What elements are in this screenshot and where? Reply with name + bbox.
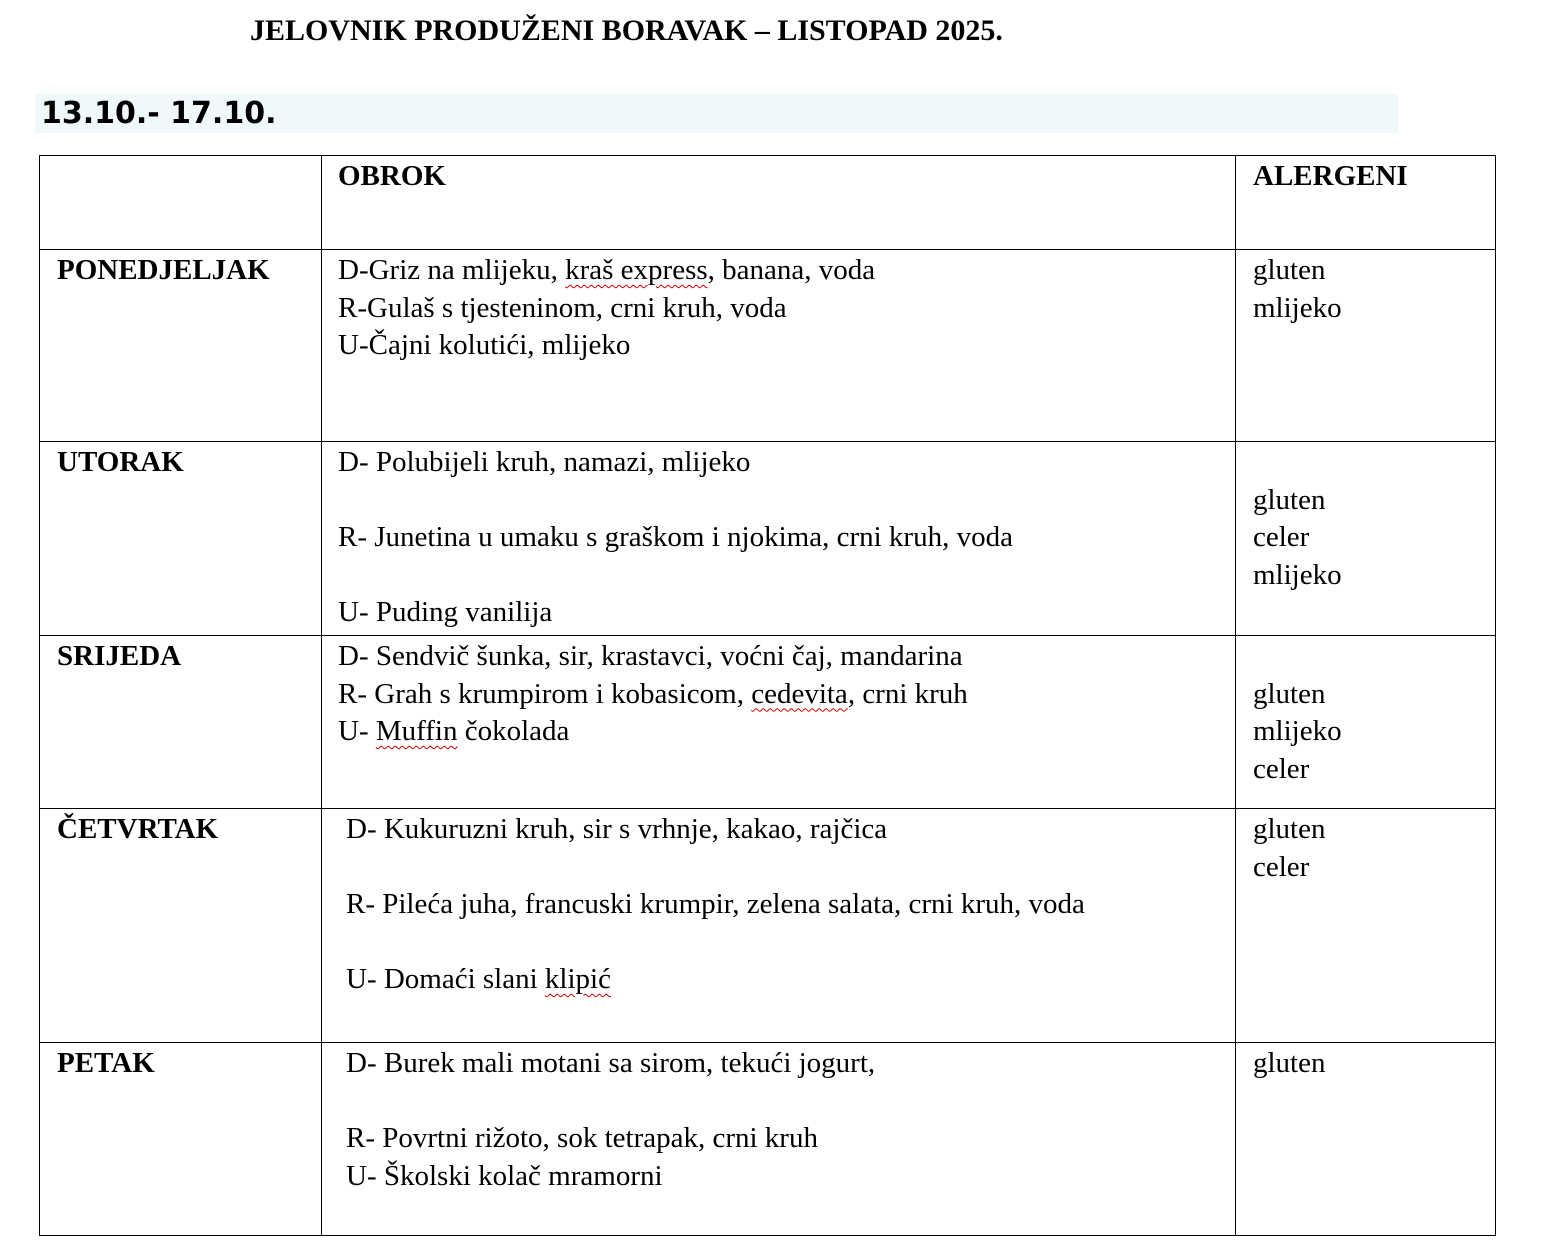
week-range-band [35,94,1398,133]
allergens-wednesday [1236,636,1496,809]
spellcheck-word: cedevita [751,677,848,710]
meal-breakfast: D- Sendvič šunka, sir, krastavci, voćni čaj, mandarina [338,640,963,672]
allergen-item: celer [1253,752,1310,785]
day-friday: PETAK [40,1043,322,1236]
header-day [40,156,322,250]
table-row [40,809,1496,1043]
day-tuesday: UTORAK [40,442,322,636]
meal-cell-tuesday [322,442,1236,636]
header-meal: OBROK [322,156,1236,250]
meal-breakfast: D- Burek mali motani sa sirom, tekući jogurt, [346,1047,876,1079]
allergen-item: gluten [1253,483,1326,516]
spellcheck-word: klipić [544,963,611,995]
table-row [40,442,1496,636]
meal-lunch: R- Grah s krumpirom i kobasicom, cedevita, crni kruh [338,677,968,710]
table-row [40,250,1496,442]
allergen-item: mlijeko [1253,291,1342,324]
allergen-item: gluten [1253,1047,1326,1079]
table-row [40,636,1496,809]
allergen-item: mlijeko [1253,558,1342,591]
spellcheck-word: Muffin [375,715,458,747]
day-thursday: ČETVRTAK [40,809,322,1043]
spellcheck-word: kraš express [565,254,708,286]
meal-lunch: R- Povrtni rižoto, sok tetrapak, crni kruh [346,1122,818,1154]
header-allergens: ALERGENI [1236,156,1496,250]
meal-snack: U- Puding vanilija [338,596,553,628]
meal-cell-monday [322,250,1236,442]
allergens-monday [1236,250,1496,442]
meal-snack: U- Muffin čokolada [338,715,570,747]
table-row [40,1043,1496,1236]
meal-breakfast: D- Polubijeli kruh, namazi, mlijeko [338,446,751,478]
table-header-row [40,156,1496,250]
day-wednesday: SRIJEDA [40,636,322,809]
meal-lunch: R- Pileća juha, francuski krumpir, zelena salata, crni kruh, voda [346,888,1085,920]
week-range: 13.10.- 17.10. [41,96,277,131]
allergen-item: gluten [1253,677,1326,710]
allergen-item: celer [1253,850,1310,883]
allergen-item: celer [1253,521,1310,553]
allergen-item: gluten [1253,813,1326,845]
day-monday: PONEDJELJAK [40,250,322,442]
document-title: JELOVNIK PRODUŽENI BORAVAK – LISTOPAD 2025. [250,14,1003,47]
meal-snack: U- Domaći slani klipić [346,963,611,995]
allergen-item: gluten [1253,254,1326,286]
meal-cell-friday [322,1043,1236,1236]
meal-snack: U- Školski kolač mramorni [346,1159,663,1192]
meal-lunch: R- Junetina u umaku s graškom i njokima, crni kruh, voda [338,521,1013,553]
meal-snack: U-Čajni kolutići, mlijeko [338,329,631,361]
meal-cell-thursday [322,809,1236,1043]
meal-lunch: R-Gulaš s tjesteninom, crni kruh, voda [338,291,787,324]
allergen-item: mlijeko [1253,715,1342,747]
meal-breakfast: D-Griz na mlijeku, kraš express, banana, voda [338,254,876,286]
meal-breakfast: D- Kukuruzni kruh, sir s vrhnje, kakao, rajčica [346,813,888,845]
allergens-tuesday [1236,442,1496,636]
meal-cell-wednesday [322,636,1236,809]
menu-table [39,155,1496,1236]
allergens-friday [1236,1043,1496,1236]
allergens-thursday [1236,809,1496,1043]
